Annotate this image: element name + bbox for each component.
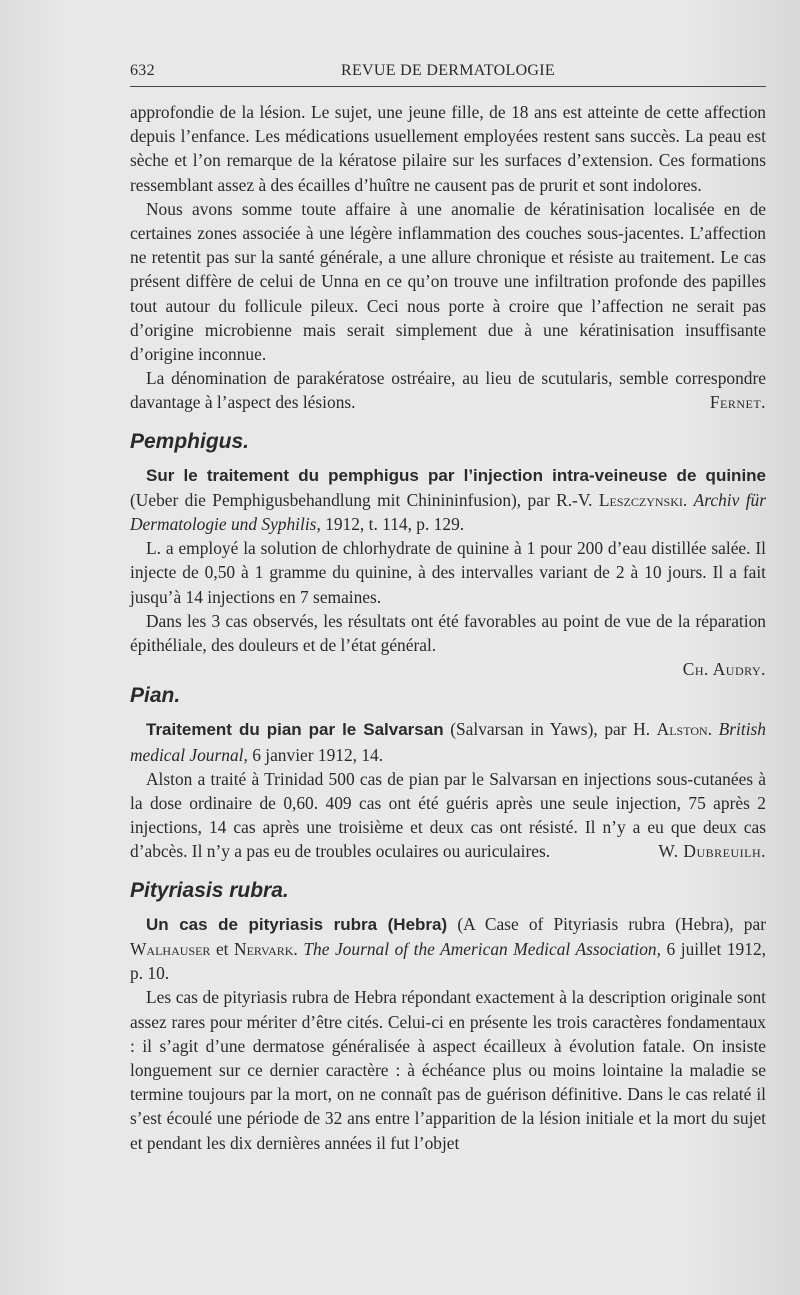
pian-ref: 6 janvier 1912, 14. xyxy=(247,744,384,765)
pityriasis-reference xyxy=(130,912,766,986)
page-number: 632 xyxy=(130,62,155,79)
pian-journal: British medical Journal, xyxy=(130,719,766,765)
pian-reference xyxy=(130,717,766,766)
running-header xyxy=(130,58,766,87)
page-body xyxy=(130,100,766,1155)
signature-fernet: Fernet. xyxy=(709,392,766,413)
pemphigus-reference xyxy=(130,463,766,537)
pityriasis-title-rest: (A Case of Pityriasis rubra (Hebra), par xyxy=(447,913,766,934)
pityriasis-journal: The Journal of the American Medical Association, xyxy=(297,938,661,959)
pemphigus-ref: 1912, t. 114, p. 129. xyxy=(320,514,465,535)
pemphigus-paragraph-2: Dans les 3 cas observés, les résultats ont été favorables au point de vue de la réparation épithéliale, des douleurs et de l’état général. xyxy=(130,610,766,656)
pian-paragraph-1-text: Alston a traité à Trinidad 500 cas de pian par le Salvarsan en injections sous-cutanées à la dose ordinaire de 0,60. 409 cas ont été guéris après une seule injection, 75 après 2 injections, 14 cas après une troisième et deux cas ont résisté. Il n’y a eu que deux cas d’abcès. Il n’y a pas eu de troubles oculaires ou auriculaires. xyxy=(130,768,766,862)
intro-paragraph-3-text: La dénomination de parakératose ostréaire, au lieu de scutularis, semble correspondre davantage à l’aspect des lésions. xyxy=(130,368,766,413)
pian-article-title: Traitement du pian par le Salvarsan xyxy=(146,720,444,740)
pityriasis-paragraph-1: Les cas de pityriasis rubra de Hebra répondant exactement à la description originale sont assez rares pour mériter d’être cités. Celui-ci en présente les trois caractères fondamentaux : il s’agit d’une dermatose généralisée à aspect écailleux à évolution fatale. On insiste longuement sur ce dernier caractère : à échéance plus ou moins lointaine la maladie se termine toujours par la mort, on ne connaît pas de guérison définitive. Dans le cas relaté il s’est écoulé une période de 32 ans entre l’apparition de la lésion initiale et la mort du sujet et pendant les dix dernières années il fut l’objet xyxy=(130,987,766,1153)
pityriasis-and: et xyxy=(210,938,235,959)
pityriasis-author-2: Nervark. xyxy=(234,938,298,959)
pemphigus-author: Leszczynski. xyxy=(598,489,688,510)
intro-paragraph-1: approfondie de la lésion. Le sujet, une jeune fille, de 18 ans est atteinte de cette affection depuis l’enfance. Les médications usuellement employées restent sans succès. La peau est sèche et l’on remarque de la kératose pilaire sur les surfaces d’extension. Ces formations ressemblant assez à des écailles d’huître ne causent pas de prurit et sont indolores. xyxy=(130,102,766,195)
signature-dubreuilh: W. Dubreuilh. xyxy=(658,841,766,862)
signature-audry: Ch. Audry. xyxy=(682,659,766,680)
pian-title-rest: (Salvarsan in Yaws), par H. xyxy=(443,719,657,740)
section-heading-pemphigus: Pemphigus. xyxy=(130,429,250,453)
pian-paragraph-1 xyxy=(130,767,766,864)
intro-paragraph-2: Nous avons somme toute affaire à une anomalie de kératinisation localisée en de certaines zones associée à une légère inflammation des couches sous-jacentes. L’affection ne retentit pas sur la santé générale, a une allure chronique et résiste au traitement. Le cas présent diffère de celui de Unna en ce qu’on trouve une infiltration profonde des papilles tout autour du follicule pileux. Ceci nous porte à croire que l’affection ne serait pas d’origine microbienne mais serait simplement due à une kératinisation insuffisante d’origine inconnue. xyxy=(130,198,766,365)
pityriasis-ref: 6 juillet 1912, p. 10. xyxy=(130,938,766,984)
pian-author: Alston. xyxy=(656,719,713,740)
pemphigus-title-rest: (Ueber die Pemphigusbehandlung mit Chinininfusion), par R.-V. xyxy=(130,489,599,510)
pemphigus-paragraph-1: L. a employé la solution de chlorhydrate de quinine à 1 pour 200 d’eau distillée salée. Il injecte de 0,50 à 1 gramme du quinine, à des intervalles variant de 2 à 10 jours. Il a fait jusqu’à 14 injections en 7 semaines. xyxy=(130,538,766,607)
section-heading-pityriasis: Pityriasis rubra. xyxy=(130,878,289,902)
pityriasis-author-1: Walhauser xyxy=(130,938,211,959)
intro-paragraph-3 xyxy=(130,366,766,414)
pemphigus-journal: Archiv für Dermatologie und Syphilis, xyxy=(130,489,766,535)
pemphigus-article-title: Sur le traitement du pemphigus par l’injection intra-veineuse de quinine xyxy=(146,465,766,485)
running-title: REVUE DE DERMATOLOGIE xyxy=(341,62,555,79)
pityriasis-article-title: Un cas de pityriasis rubra (Hebra) xyxy=(146,914,448,934)
section-heading-pian: Pian. xyxy=(130,684,181,708)
